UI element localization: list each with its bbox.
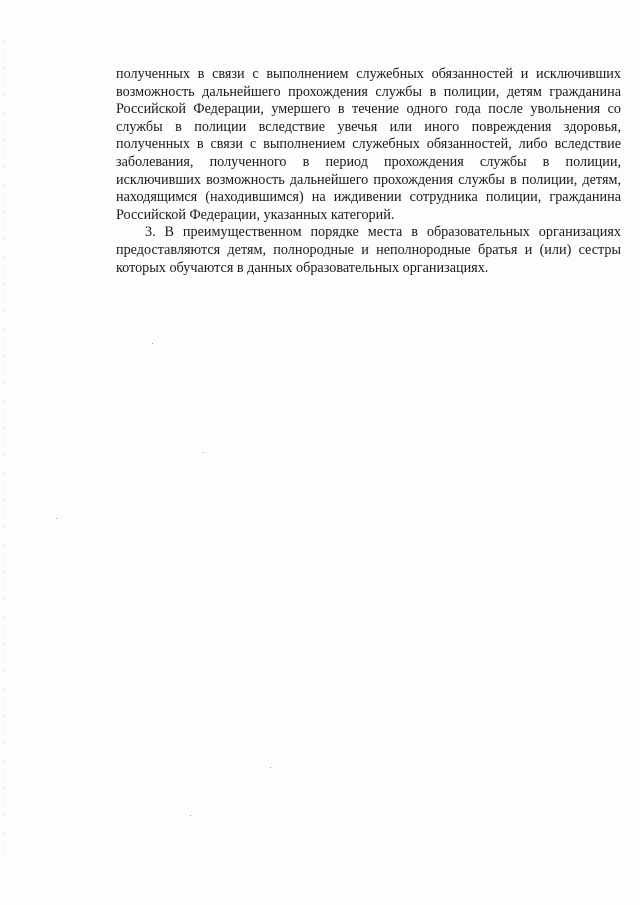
document-body [116,66,621,277]
scan-speck [203,452,204,453]
paragraph-item-3: 3. В преимущественном порядке места в образовательных организациях предоставляются детям, полнородные и неполнородные братья и (или) сестры которых обучаются в данных образовательных организациях. [116,224,621,276]
scan-speck [270,767,271,768]
scan-speck [56,518,57,519]
scan-edge-mark [3,40,4,860]
paragraph-continuation: полученных в связи с выполнением служебных обязанностей и исключивших возможность дальнейшего прохождения службы в полиции, детям гражданина Российской Федерации, умершего в течение одного года после увольнения со службы в полиции вследствие увечья или иного повреждения здоровья, полученных в связи с выполнением служебных обязанностей, либо вследствие заболевания, полученного в период прохождения службы в полиции, исключивших возможность дальнейшего прохождения службы в полиции, детям, находящимся (находившимся) на иждивении сотрудника полиции, гражданина Российской Федерации, указанных категорий. [116,66,621,223]
scan-speck [152,343,153,344]
scan-speck [190,815,191,816]
